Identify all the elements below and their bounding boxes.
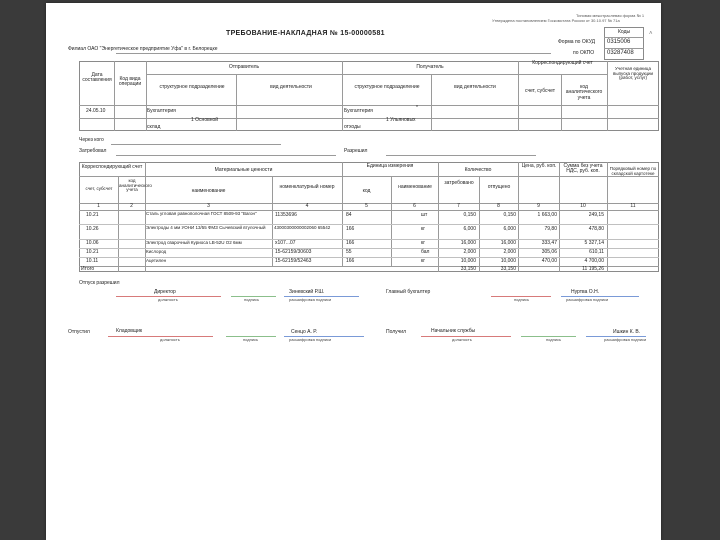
row-requested: 10,000 xyxy=(460,258,476,264)
acc-analytic-header: код аналитического учета xyxy=(565,84,603,101)
caption-position: должность xyxy=(160,337,180,342)
sender-struct-header: структурное подразделение xyxy=(159,84,225,90)
row-released: 0,150 xyxy=(503,212,516,218)
release-allowed-label: Отпуск разрешил xyxy=(79,280,120,286)
sender-activity-header: вид деятельности xyxy=(270,84,312,90)
row-code: 166 xyxy=(346,258,355,264)
row-sender-3: склад xyxy=(147,124,161,130)
receiver-name: Ишкин К. В. xyxy=(613,329,641,335)
row-receiver-1: Бухгалтерия xyxy=(344,108,373,114)
row-price: 79,80 xyxy=(544,226,557,232)
sender-group-header: Отправитель xyxy=(228,64,260,70)
col-date-header: Дата составления xyxy=(82,72,112,84)
row-requested: 2,000 xyxy=(463,249,476,255)
document-title: ТРЕБОВАНИЕ-НАКЛАДНАЯ № 15-00000581 xyxy=(226,30,385,37)
row-acc: 10.11 xyxy=(86,258,99,264)
h-sum: Сумма без учета НДС, руб. коп. xyxy=(563,163,603,175)
receiver-role: Начальник службы xyxy=(431,328,476,334)
row-acc: 10.06 xyxy=(86,240,99,246)
codes-label: Коды xyxy=(618,29,631,35)
row-date: 24.05.10 xyxy=(86,108,106,114)
h-name: наименование xyxy=(191,188,226,194)
col-num: 5 xyxy=(365,203,368,209)
director-name: Зиневский Р.Ш. xyxy=(289,289,325,295)
row-requested: 16,000 xyxy=(460,240,476,246)
received-label: Получил xyxy=(386,329,406,335)
account-group-header: Корреспондирующий счет xyxy=(532,60,593,66)
caption-decode: расшифровка подписи xyxy=(604,337,647,342)
caption-position: должность xyxy=(452,337,472,342)
row-sum: 4 700,00 xyxy=(584,258,604,264)
through-label: Через кого xyxy=(79,137,104,143)
h-nomenclature: номенклатурный номер xyxy=(279,184,335,190)
total-released: 33,150 xyxy=(500,266,516,272)
form-type-note: Типовая межотраслевая форма № 1 xyxy=(576,13,645,18)
receiver-activity-header: вид деятельности xyxy=(454,84,496,90)
okpo-label: по ОКПО xyxy=(573,50,595,56)
row-nomenclature: 15-62159/52463 xyxy=(275,258,312,264)
h-price: Цена, руб. коп. xyxy=(521,163,557,169)
h-quantity: Количество xyxy=(464,167,492,173)
okud-label: Форма по ОКУД xyxy=(558,39,596,45)
total-label: Итого xyxy=(81,266,95,272)
row-sum: 5 327,14 xyxy=(584,240,604,246)
row-nomenclature: 11353696 xyxy=(275,212,297,218)
row-price: 1 663,00 xyxy=(537,212,557,218)
caption-decode: расшифровка подписи xyxy=(566,297,609,302)
row-nomenclature: x107...07 xyxy=(275,240,296,246)
total-sum: 11 195,26 xyxy=(582,266,604,272)
row-acc: 10.21 xyxy=(86,212,99,218)
row-code: 166 xyxy=(346,240,355,246)
col-num: 7 xyxy=(457,203,460,209)
receiver-struct-header: структурное подразделение xyxy=(354,84,420,90)
row-unit: кг xyxy=(421,226,426,232)
accountant-name: Нуртва О.Н. xyxy=(571,289,600,295)
col-unit-header: Учетная единица выпуска продукции (работ, услуг) xyxy=(612,66,654,81)
organization-name: Филиал ОАО "Энергетическое предприятие Уфа" в г. Белорецке xyxy=(68,46,218,52)
row-name: Сталь угловая равнополочная ГОСТ 8509-93 "Вагон" xyxy=(146,211,257,216)
h-acc-sub: счет, субсчет xyxy=(85,186,113,191)
row-price: 305,06 xyxy=(541,249,557,255)
row-name: Кислород xyxy=(146,249,167,254)
row-receiver-mark: * xyxy=(416,105,418,111)
row-released: 16,000 xyxy=(500,240,516,246)
col-num: 1 xyxy=(97,203,100,209)
caption-signature: подпись xyxy=(546,337,562,342)
caption-signature: подпись xyxy=(243,337,259,342)
row-unit: бал xyxy=(421,249,430,255)
caption-signature: подпись xyxy=(244,297,260,302)
row-released: 10,000 xyxy=(500,258,516,264)
row-sender-1: Бухгалтерия xyxy=(147,108,176,114)
row-released: 2,000 xyxy=(503,249,516,255)
caption-decode: расшифровка подписи xyxy=(289,337,332,342)
allowed-label: Разрешил xyxy=(344,148,368,154)
h-card: Порядковый номер по складской картотеке xyxy=(609,166,657,176)
acc-sub-header: счет, субсчет xyxy=(525,88,555,94)
row-code: 55 xyxy=(346,249,352,255)
row-name: Электроды 4 мм УОНИ 13/55 ФМЗ Сычевский втулочный xyxy=(146,225,266,230)
document-sheet xyxy=(46,3,661,540)
row-unit: шт xyxy=(421,212,428,218)
row-price: 333,47 xyxy=(541,240,557,246)
released-label: Отпустил xyxy=(68,329,90,335)
col-num: 11 xyxy=(630,203,636,209)
okud-value: 0315006 xyxy=(607,39,631,45)
caption-signature: подпись xyxy=(514,297,530,302)
col-num: 4 xyxy=(305,203,309,209)
row-code: 166 xyxy=(346,226,355,232)
row-unit: кг xyxy=(421,240,426,246)
storekeeper-role: Кладовщик xyxy=(116,328,143,334)
okpo-value: 03287408 xyxy=(607,50,634,56)
row-nomenclature: 15-62159/30603 xyxy=(275,249,312,255)
total-requested: 33,150 xyxy=(460,266,476,272)
h-code: код xyxy=(362,188,371,194)
h-corr-account: Корреспондирующий счет xyxy=(81,164,143,170)
col-num: 9 xyxy=(537,203,540,209)
receiver-group-header: Получатель xyxy=(416,64,444,70)
row-acc: 10.26 xyxy=(86,226,99,232)
row-price: 470,00 xyxy=(541,258,557,264)
row-acc: 10.21 xyxy=(86,249,99,255)
col-num: 2 xyxy=(130,203,133,209)
form-approval-note: Утверждена постановлением Госкомстата России от 30.10.97 № 71а xyxy=(492,18,620,23)
row-name: Ацетилен xyxy=(146,258,167,263)
row-sum: 478,80 xyxy=(588,226,604,232)
chief-accountant-label: Главный бухгалтер xyxy=(386,289,431,295)
row-requested: 6,000 xyxy=(463,226,476,232)
h-released: отпущено xyxy=(487,184,511,190)
row-sender-2: 1 Основной xyxy=(191,117,219,123)
col-num: 3 xyxy=(207,203,210,209)
row-receiver-3: отходы xyxy=(344,124,361,130)
col-opcode-header: Код вида операции xyxy=(118,76,142,88)
corner-mark: ˄ xyxy=(649,31,653,37)
row-sum: 610,11 xyxy=(589,249,604,255)
h-analytic: код аналитического учета xyxy=(119,178,152,193)
row-name: Электрод сварочный Куриоса LB-52U О2 6мм xyxy=(146,240,242,245)
requested-label: Затребовал xyxy=(79,148,107,154)
caption-position: должность xyxy=(158,297,178,302)
h-unit: Единица измерения xyxy=(366,163,414,169)
h-material: Материальные ценности xyxy=(214,167,273,173)
col-num: 8 xyxy=(497,203,500,209)
row-nomenclature: 43000300000002060 65542 xyxy=(274,225,331,230)
h-requested: затребовано xyxy=(444,180,474,186)
row-released: 6,000 xyxy=(503,226,516,232)
row-unit: кг xyxy=(421,258,426,264)
row-receiver-2: 1 Ульяновых xyxy=(386,117,416,123)
h-unit-name: наименование xyxy=(398,184,432,190)
col-num: 6 xyxy=(413,203,416,209)
row-sum: 249,15 xyxy=(588,212,604,218)
col-num: 10 xyxy=(580,203,586,209)
storekeeper-name: Сенцо А. Р. xyxy=(291,329,318,335)
row-requested: 0,150 xyxy=(463,212,476,218)
row-code: 84 xyxy=(346,212,352,218)
caption-decode: расшифровка подписи xyxy=(289,297,332,302)
director-role: Директор xyxy=(154,289,176,295)
